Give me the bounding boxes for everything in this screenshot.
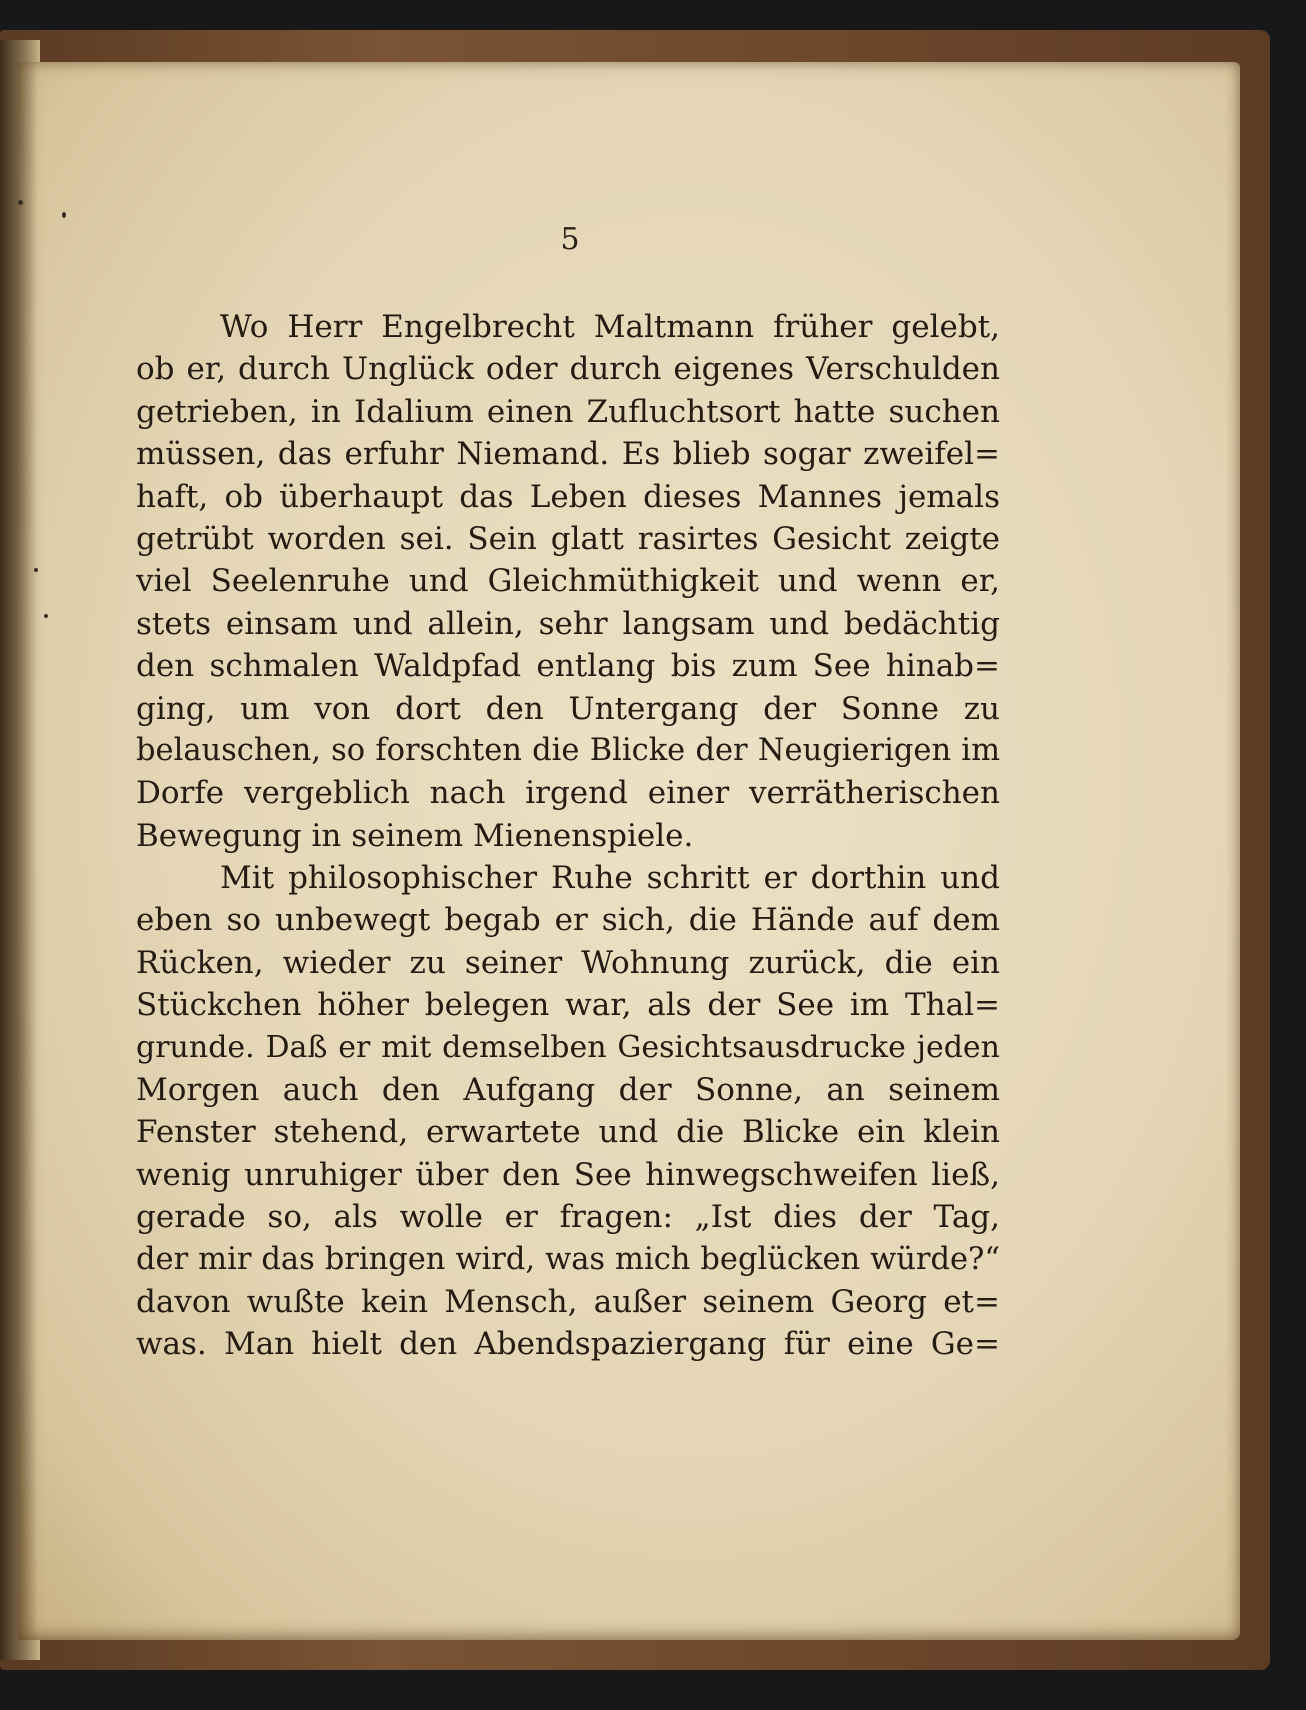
text-line: Bewegung in seinem Mienenspiele. [136, 817, 694, 854]
text-line: wenig unruhiger über den See hinwegschweifen ließ, [136, 1156, 1000, 1193]
text-line: müssen, das erfuhr Niemand. Es blieb sogar zweifel= [136, 436, 1000, 473]
text-line: davon wußte kein Mensch, außer seinem Georg et= [136, 1283, 1000, 1320]
text-line: Fenster stehend, erwartete und die Blicke ein klein [136, 1114, 1000, 1151]
text-line: grunde. Daß er mit demselben Gesichtsausdrucke jeden [136, 1029, 1000, 1065]
text-line: der mir das bringen wird, was mich beglücken würde?“ [136, 1241, 1000, 1277]
text-line: gerade so, als wolle er fragen: „Ist dies der Tag, [136, 1199, 1000, 1236]
text-line: Mit philosophischer Ruhe schritt er dorthin und [220, 860, 1000, 897]
text-line: haft, ob überhaupt das Leben dieses Mannes jemals [136, 478, 1000, 515]
text-line: Rücken, wieder zu seiner Wohnung zurück, die ein [136, 944, 1000, 981]
text-line: Wo Herr Engelbrecht Maltmann früher gelebt, [220, 309, 1000, 345]
text-line: Dorfe vergeblich nach irgend einer verrätherischen [136, 775, 1000, 812]
text-line: ging, um von dort den Untergang der Sonne zu [136, 690, 1000, 727]
text-line: ob er, durch Unglück oder durch eigenes Verschulden [136, 351, 1000, 388]
body-text [136, 306, 1000, 1366]
page-speck [62, 212, 66, 218]
text-line: was. Man hielt den Abendspaziergang für eine Ge= [136, 1326, 1000, 1363]
page-speck [18, 200, 23, 205]
page-speck [34, 568, 38, 572]
text-line: den schmalen Waldpfad entlang bis zum See hinab= [136, 648, 1000, 685]
text-line: belauschen, so forschten die Blicke der Neugierigen im [136, 732, 1000, 768]
text-line: viel Seelenruhe und Gleichmüthigkeit und wenn er, [136, 563, 1000, 600]
text-line: Morgen auch den Aufgang der Sonne, an seinem [136, 1072, 1000, 1109]
text-line: getrieben, in Idalium einen Zufluchtsort hatte suchen [136, 393, 1000, 430]
page-gutter-shadow [18, 62, 38, 1640]
text-line: eben so unbewegt begab er sich, die Hände auf dem [136, 902, 1000, 939]
page-speck [44, 614, 48, 618]
text-line: Stückchen höher belegen war, als der See im Thal= [136, 987, 1000, 1024]
text-line: getrübt worden sei. Sein glatt rasirtes Gesicht zeigte [136, 520, 1000, 557]
text-line: stets einsam und allein, sehr langsam und bedächtig [136, 605, 1000, 642]
page-number: 5 [560, 222, 580, 257]
